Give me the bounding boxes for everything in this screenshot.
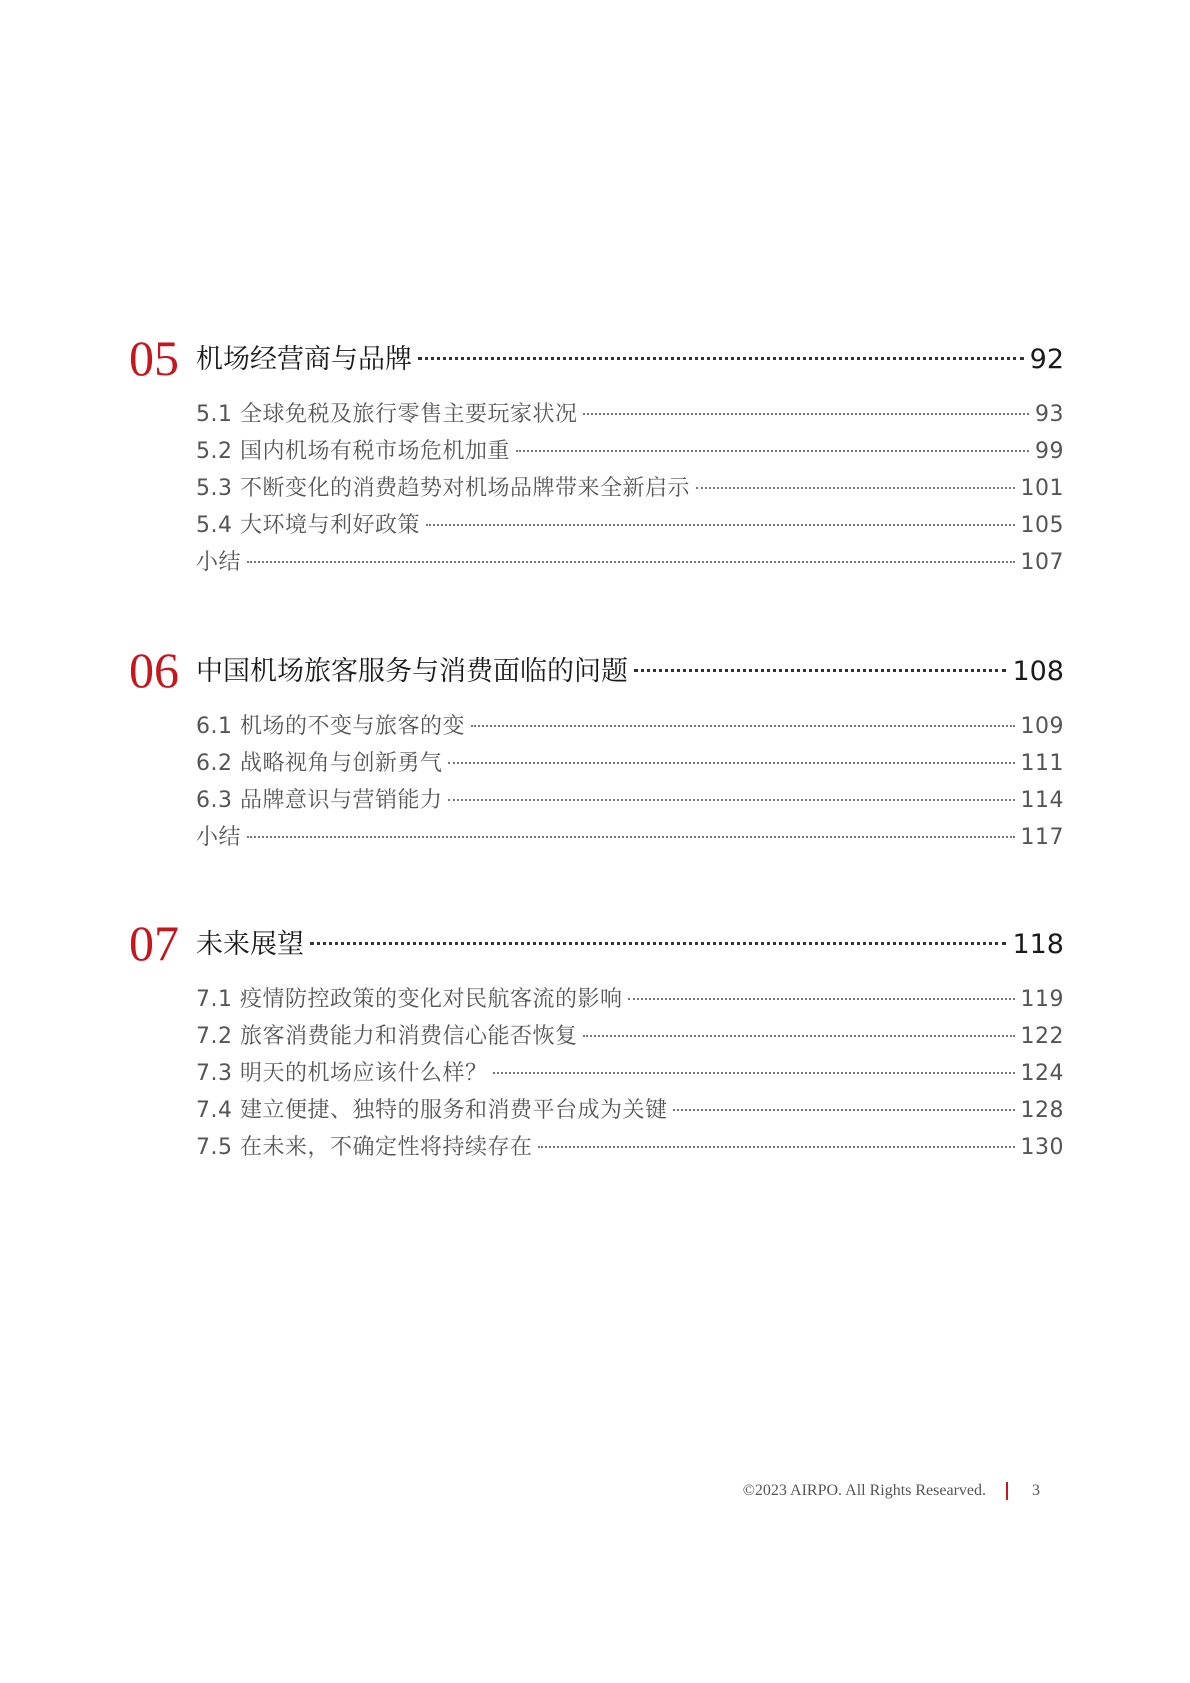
dot-leader: [673, 1109, 1014, 1111]
toc-entry[interactable]: [196, 400, 1064, 430]
dot-leader: [448, 762, 1014, 764]
chapter-page: 118: [1012, 929, 1064, 960]
entry-title: 6.3 品牌意识与营销能力: [196, 788, 443, 813]
entry-title: 7.5 在未来，不确定性将持续存在: [196, 1135, 533, 1160]
dot-leader: [247, 561, 1014, 563]
entry-title: 小结: [196, 550, 242, 575]
chapter-page: 92: [1029, 344, 1064, 375]
dot-leader: [418, 357, 1024, 360]
chapter-entry[interactable]: [196, 927, 1064, 963]
dot-leader: [471, 725, 1015, 727]
toc-entry[interactable]: [196, 548, 1064, 578]
entry-page: 128: [1020, 1098, 1064, 1123]
entry-title: 5.2 国内机场有税市场危机加重: [196, 439, 510, 464]
entry-page: 93: [1035, 402, 1064, 427]
dot-leader: [516, 450, 1029, 452]
dot-leader: [583, 413, 1029, 415]
chapter-page: 108: [1012, 656, 1064, 687]
entry-page: 107: [1020, 550, 1064, 575]
toc-entry[interactable]: [196, 786, 1064, 816]
dot-leader: [634, 669, 1006, 672]
footer-divider: [1006, 1482, 1008, 1500]
dot-leader: [493, 1072, 1014, 1074]
entry-page: 101: [1020, 476, 1064, 501]
chapter-entry[interactable]: [196, 342, 1064, 378]
toc-chapter-06: [0, 640, 1190, 850]
toc-entry[interactable]: [196, 1022, 1064, 1052]
dot-leader: [696, 487, 1015, 489]
entry-page: 130: [1020, 1135, 1064, 1160]
chapter-title: 中国机场旅客服务与消费面临的问题: [196, 656, 628, 687]
chapter-number: 06: [129, 642, 179, 698]
chapter-entry[interactable]: [196, 654, 1064, 690]
entry-title: 7.2 旅客消费能力和消费信心能否恢复: [196, 1024, 578, 1049]
copyright-text: ©2023 AIRPO. All Rights Researved.: [742, 1482, 986, 1499]
entry-page: 124: [1020, 1061, 1064, 1086]
toc-entry[interactable]: [196, 749, 1064, 779]
page-number: 3: [1032, 1482, 1040, 1499]
page-footer: [743, 1482, 1040, 1500]
toc-entry[interactable]: [196, 511, 1064, 541]
chapter-title: 未来展望: [196, 929, 304, 960]
toc-entry[interactable]: [196, 823, 1064, 853]
toc-entry[interactable]: [196, 437, 1064, 467]
entry-title: 7.1 疫情防控政策的变化对民航客流的影响: [196, 987, 623, 1012]
dot-leader: [448, 799, 1014, 801]
entry-title: 6.1 机场的不变与旅客的变: [196, 714, 465, 739]
entry-title: 小结: [196, 825, 242, 850]
entry-page: 114: [1020, 788, 1064, 813]
toc-entry[interactable]: [196, 474, 1064, 504]
entry-page: 105: [1020, 513, 1064, 538]
entry-page: 122: [1020, 1024, 1064, 1049]
entry-page: 117: [1020, 825, 1064, 850]
entry-page: 109: [1020, 714, 1064, 739]
chapter-title: 机场经营商与品牌: [196, 344, 412, 375]
entry-page: 119: [1020, 987, 1064, 1012]
entry-title: 5.1 全球免税及旅行零售主要玩家状况: [196, 402, 578, 427]
toc-chapter-07: [0, 913, 1190, 1160]
entry-title: 5.3 不断变化的消费趋势对机场品牌带来全新启示: [196, 476, 690, 501]
chapter-number: 05: [129, 330, 179, 386]
toc-entry[interactable]: [196, 712, 1064, 742]
entry-title: 6.2 战略视角与创新勇气: [196, 751, 443, 776]
entry-page: 111: [1020, 751, 1064, 776]
toc-entry[interactable]: [196, 985, 1064, 1015]
dot-leader: [426, 524, 1015, 526]
entry-page: 99: [1035, 439, 1064, 464]
toc-entry[interactable]: [196, 1133, 1064, 1163]
entry-title: 7.3 明天的机场应该什么样？: [196, 1061, 488, 1086]
dot-leader: [247, 836, 1014, 838]
toc-entry[interactable]: [196, 1059, 1064, 1089]
dot-leader: [310, 942, 1006, 945]
toc-entry[interactable]: [196, 1096, 1064, 1126]
dot-leader: [628, 998, 1014, 1000]
entry-title: 7.4 建立便捷、独特的服务和消费平台成为关键: [196, 1098, 668, 1123]
dot-leader: [538, 1146, 1014, 1148]
toc-chapter-05: [0, 328, 1190, 575]
entry-title: 5.4 大环境与利好政策: [196, 513, 420, 538]
dot-leader: [583, 1035, 1014, 1037]
chapter-number: 07: [129, 915, 179, 971]
